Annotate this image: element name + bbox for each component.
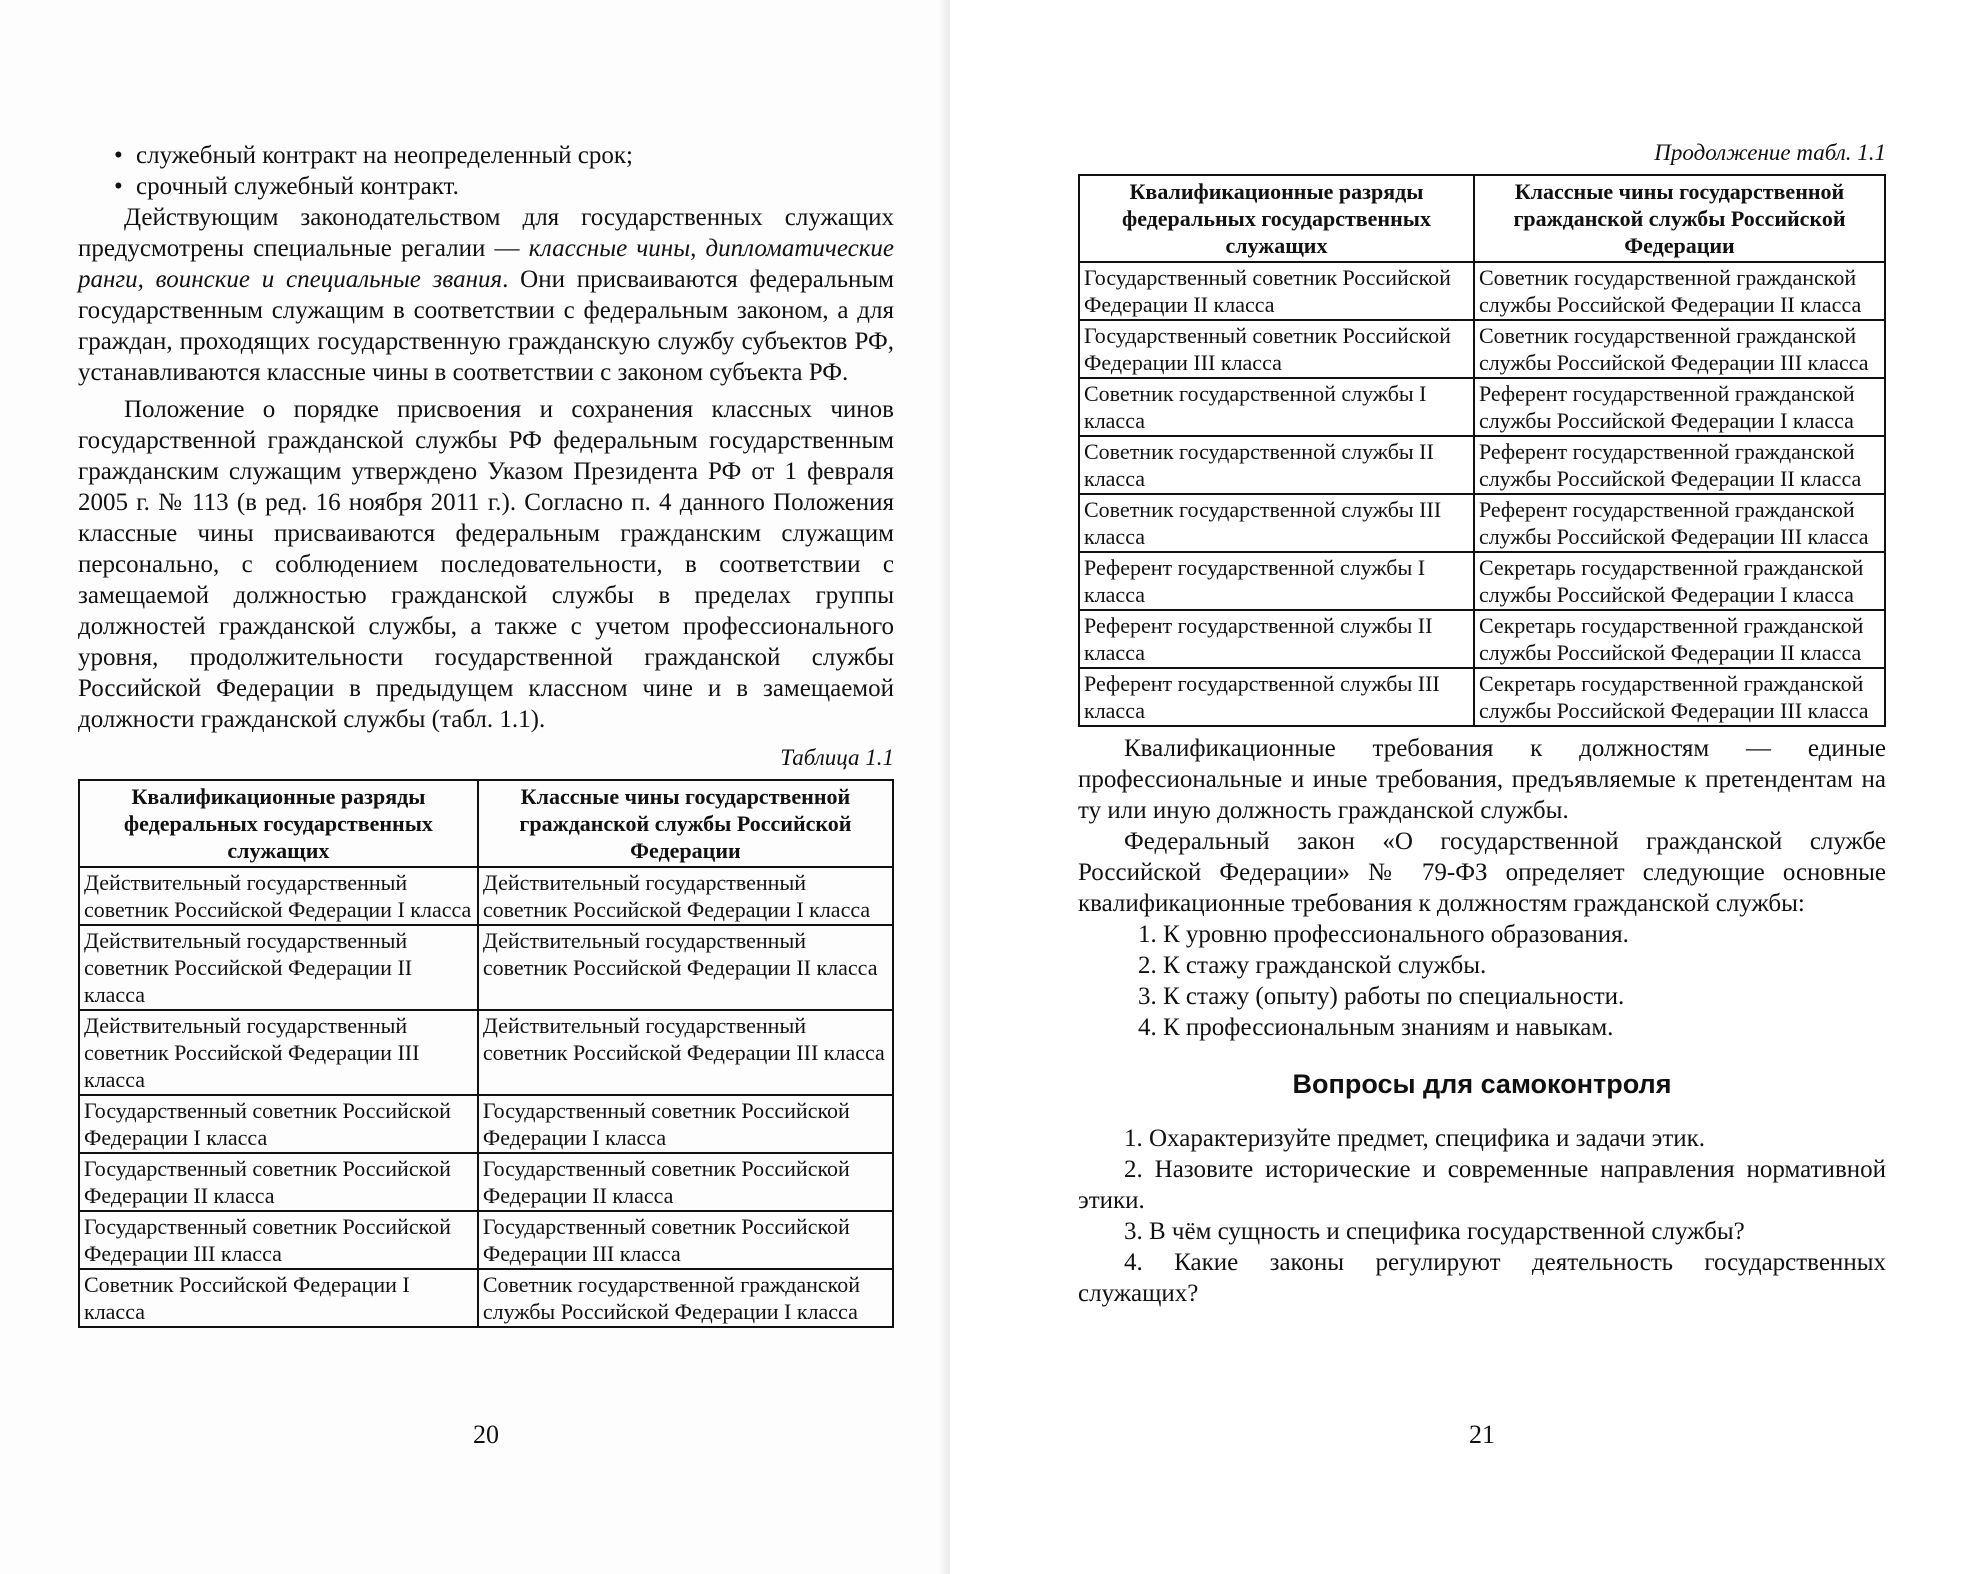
requirement-item: 3. К стажу (опыту) работы по специальности. [1138, 983, 1625, 1010]
table-cell: Советник государственной гражданской службы Российской Федерации III класса [1474, 320, 1885, 378]
table-cell: Действительный государственный советник Российской Федерации III класса [79, 1010, 478, 1095]
table-row [1079, 610, 1885, 668]
left-page-content [78, 140, 894, 1328]
table-row [1079, 320, 1885, 378]
section-heading: Вопросы для самоконтроля [1292, 1069, 1672, 1099]
page-number: 21 [1469, 1420, 1495, 1449]
paragraph-federal-law: Федеральный закон «О государственной гражданской службе Российской Федерации» № 79-ФЗ определяет следующие основные квалификационные требования к должностям гражданской службы: [1078, 828, 1886, 917]
question-item: 1. Охарактеризуйте предмет, специфика и задачи этик. [1124, 1125, 1706, 1152]
paragraph-regalia: Действующим законодательством для государственных служащих предусмотрены специальные регалии — классные чины, дипломатические ранги, воинские и специальные звания. Они присваиваются федеральным государственным служащим в соответствии с федеральным законом, а для граждан, проходящих государственную гражданскую службу субъектов РФ, устанавливаются классные чины в соответствии с законом субъекта РФ. [78, 204, 894, 386]
table-cell: Действительный государственный советник Российской Федерации I класса [478, 867, 893, 925]
table-cell: Советник Российской Федерации I класса [79, 1269, 478, 1327]
table-header-cell: Классные чины государственной гражданской службы Российской Федерации [478, 780, 893, 867]
table-cell: Референт государственной службы II класса [1079, 610, 1474, 668]
bullet-item: • служебный контракт на неопределенный срок; [114, 142, 633, 169]
table-cell: Секретарь государственной гражданской службы Российской Федерации II класса [1474, 610, 1885, 668]
table-cell: Государственный советник Российской Федерации II класса [79, 1153, 478, 1211]
table-row [1079, 378, 1885, 436]
ranks-table [78, 779, 894, 1328]
bullet-item: • срочный служебный контракт. [114, 173, 459, 200]
table-cell: Государственный советник Российской Федерации II класса [1079, 262, 1474, 320]
table-header-cell: Квалификационные разряды федеральных государственных служащих [79, 780, 478, 867]
table-caption: Таблица 1.1 [780, 745, 894, 770]
requirement-item: 4. К профессиональным знаниям и навыкам. [1138, 1014, 1614, 1041]
table-cell: Государственный советник Российской Федерации III класса [1079, 320, 1474, 378]
table-row [79, 1269, 893, 1327]
page-number: 20 [473, 1420, 499, 1449]
table-cell: Секретарь государственной гражданской службы Российской Федерации III класса [1474, 668, 1885, 726]
table-cell: Государственный советник Российской Федерации II класса [478, 1153, 893, 1211]
table-cell: Референт государственной гражданской службы Российской Федерации I класса [1474, 378, 1885, 436]
table-row [79, 867, 893, 925]
table-cell: Референт государственной гражданской службы Российской Федерации III класса [1474, 494, 1885, 552]
table-header-row [1079, 175, 1885, 262]
table-row [79, 1095, 893, 1153]
right-page [950, 0, 1962, 1574]
table-cell: Государственный советник Российской Федерации I класса [79, 1095, 478, 1153]
requirement-item: 2. К стажу гражданской службы. [1138, 952, 1487, 979]
table-cell: Государственный советник Российской Федерации I класса [478, 1095, 893, 1153]
table-row [1079, 668, 1885, 726]
table-row [1079, 494, 1885, 552]
table-row [79, 925, 893, 1010]
bullet-icon: • [114, 173, 123, 200]
paragraph-qualification: Квалификационные требования к должностям — единые профессиональные и иные требования, предъявляемые к претендентам на ту или иную должность гражданской службы. [1078, 735, 1886, 824]
question-item: 3. В чём сущность и специфика государственной службы? [1124, 1218, 1745, 1245]
table-row [1079, 262, 1885, 320]
table-cell: Действительный государственный советник Российской Федерации III класса [478, 1010, 893, 1095]
table-cell: Действительный государственный советник Российской Федерации II класса [478, 925, 893, 1010]
table-cell: Референт государственной службы I класса [1079, 552, 1474, 610]
table-cell: Референт государственной гражданской службы Российской Федерации II класса [1474, 436, 1885, 494]
table-cell: Действительный государственный советник Российской Федерации I класса [79, 867, 478, 925]
table-row [79, 1153, 893, 1211]
table-row [1079, 552, 1885, 610]
table-caption: Продолжение табл. 1.1 [1654, 140, 1886, 165]
bullet-icon: • [114, 142, 123, 169]
table-cell: Референт государственной службы III класса [1079, 668, 1474, 726]
table-row [79, 1010, 893, 1095]
table-cell: Секретарь государственной гражданской службы Российской Федерации I класса [1474, 552, 1885, 610]
table-cell: Советник государственной гражданской службы Российской Федерации I класса [478, 1269, 893, 1327]
table-cell: Советник государственной службы III класса [1079, 494, 1474, 552]
table-row [79, 1211, 893, 1269]
table-header-row [79, 780, 893, 867]
table-cell: Государственный советник Российской Федерации III класса [79, 1211, 478, 1269]
ranks-table-continued [1078, 174, 1886, 727]
table-cell: Советник государственной службы II класса [1079, 436, 1474, 494]
left-page [0, 0, 950, 1574]
question-item: 4. Какие законы регулируют деятельность государственных служащих? [1078, 1249, 1886, 1307]
requirement-item: 1. К уровню профессионального образования. [1138, 921, 1629, 948]
paragraph-regulation: Положение о порядке присвоения и сохранения классных чинов государственной гражданской службы РФ федеральным государственным гражданским служащим утверждено Указом Президента РФ от 1 февраля 2005 г. № 113 (в ред. 16 ноября 2011 г.). Согласно п. 4 данного Положения классные чины присваиваются федеральным гражданским служащим персонально, с соблюдением последовательности, в соответствии с замещаемой должностью гражданской службы в пределах группы должностей гражданской службы, а также с учетом профессионального уровня, продолжительности государственной гражданской службы Российской Федерации в предыдущем классном чине и в замещаемой должности гражданской службы (табл. 1.1). [78, 396, 894, 733]
right-page-content [1078, 130, 1886, 1309]
table-header-cell: Квалификационные разряды федеральных государственных служащих [1079, 175, 1474, 262]
table-row [1079, 436, 1885, 494]
emphasis-regalia: классные чины, дипломатические ранги, воинские и специальные звания [78, 235, 894, 293]
table-cell: Советник государственной гражданской службы Российской Федерации II класса [1474, 262, 1885, 320]
question-item: 2. Назовите исторические и современные направления нормативной этики. [1078, 1156, 1886, 1214]
table-cell: Действительный государственный советник Российской Федерации II класса [79, 925, 478, 1010]
table-cell: Советник государственной службы I класса [1079, 378, 1474, 436]
table-cell: Государственный советник Российской Федерации III класса [478, 1211, 893, 1269]
table-header-cell: Классные чины государственной гражданской службы Российской Федерации [1474, 175, 1885, 262]
